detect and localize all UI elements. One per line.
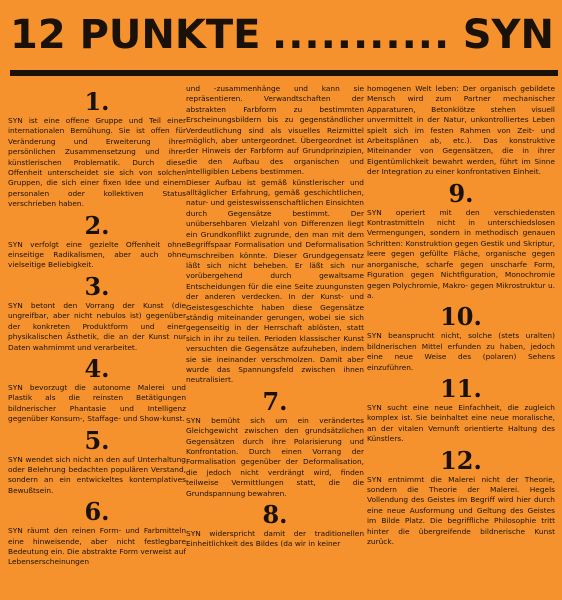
point-text: SYN beansprucht nicht, solche (stets uralten) bildnerischen Mittel erfunden zu haben, jedoch eine neue Weise des (polaren) Sehens einzuführen. <box>367 331 555 372</box>
point-8-continued: homogenen Welt leben: Der organisch gebildete Mensch wird zum Partner mechanischer Apparaturen, Betonklötze stehen visuell unvermittelt in der Natur, unkontrolliertes Leben spielt sich im festen Rahmen von Zeit- und Arbeitsplänen ab, etc.). Das konstruktive Miteinander von Gegensätzen, die in ihrer Eigentümlichkeit bewahrt werden, führt im Sinne der Integration zu einer konfrontativen Einheit. <box>367 84 555 177</box>
point-text: SYN widerspricht damit der traditionellen Einheitlichkeit des Bildes (da wir in keiner <box>186 529 364 549</box>
manifesto-title <box>10 8 554 62</box>
point-text: SYN ist eine offene Gruppe und Teil einer internationalen Bemühung. Sie ist offen für Veränderung und Erweiterung ihrer persönlichen Zusammensetzung und ihrer künstlerischen Problematik. Durch diese Offenheit unterscheidet sie sich von solchen Gruppen, die sich einer fixen Idee und einem personalen oder kollektiven Status verschrieben haben. <box>8 116 186 209</box>
point-text: SYN sucht eine neue Einfachheit, die zugleich komplex ist. Sie beinhaltet eine neue moralische, an der vitalen Vernunft orientierte Haltung des Künstlers. <box>367 402 555 444</box>
point-number: 12. <box>440 445 482 475</box>
point-6-paragraph-2: Dieser Aufbau ist gemäß künstlerischer und alltäglicher Erfahrung, gemäß geschichtlichen, natur- und geisteswissenschaftlichen Einsichten durch Gegensätze bestimmt. Der unübersehbaren Vielzahl von Differenzen liegt ein Grundkonflikt zugrunde, den man mit dem Begriffspaar Formalisation und Deformalisation umschreiben könnte. Dieser Grundgegensatz läßt sich nicht beheben. Er läßt sich nur vorübergehend durch gewaltsame Entscheidungen für die eine Seite zuungunsten der anderen verdecken. In der Kunst- und Geistesgeschichte haben diese Gegensätze ständig miteinander gerungen, wobei sie sich gegenseitig in der Herrschaft ablösten, statt sich in ihr zu teilen. Perioden klassischer Kunst versuchten die Gegensätze aufzuheben, indem sie sie ineinander verschmolzen. Damit aber wurde das Spannungsfeld zwischen ihnen neutralisiert. <box>186 177 364 385</box>
point-10 <box>367 302 555 373</box>
point-number: 7. <box>262 386 288 416</box>
point-number: 4. <box>84 353 110 383</box>
point-number: 11. <box>440 373 482 403</box>
title-dots: ........... <box>272 12 451 58</box>
point-3 <box>8 271 186 353</box>
point-number: 10. <box>440 302 482 332</box>
point-text: SYN räumt den reinen Form- und Farbmitteln eine hinweisende, aber nicht festlegbare Bedeutung ein. Die abstrakte Form verweist auf Lebenserscheinungen <box>8 526 186 567</box>
column-2 <box>186 84 364 550</box>
point-number: 8. <box>262 500 288 530</box>
point-text: SYN entnimmt die Malerei nicht der Theorie, sondern die Theorie der Malerei. Hegels Vollendung des Geistes im Begriff wird hier durch eine neue Ausformung und Geltung des Geistes im Bilde Platz. Die begriffliche Philosophie tritt hinter die übergreifende bildnerische Kunst zurück. <box>367 474 555 546</box>
point-text: SYN bevorzugt die autonome Malerei und Plastik als die reinsten Betätigungen bildnerischer Phantasie und Intelligenz gegenüber Konsum-, Staffage- und Show-kunst. <box>8 382 186 424</box>
point-7 <box>186 386 364 499</box>
point-text: SYN betont den Vorrang der Kunst (die ungreifbar, aber nicht nebulos ist) gegenüber der konkreten Produktform und einer physikalischen Ästhetik, die an der Kunst nur Daten wahrnimmt und verarbeitet. <box>8 300 186 352</box>
column-1 <box>8 86 186 568</box>
header-rule <box>10 70 558 76</box>
point-11 <box>367 373 555 445</box>
point-number: 1. <box>84 87 110 116</box>
point-number: 9. <box>448 178 474 208</box>
point-2 <box>8 210 186 271</box>
title-right: SYN <box>462 12 554 58</box>
point-text: SYN operiert mit den verschiedensten Kontrastmitteln nicht in unterschiedslosen Vermengungen, sondern in methodisch genauen Schritten: Konstruktion gegen Gestik und Skriptur, leere gegen gefüllte Fläche, organische gegen anorganische, scharfe gegen unscharfe Form, Figuration gegen Nichtfiguration, Monochromie gegen Polychromie, Makro- gegen Mikrostruktur u. a. <box>367 207 555 300</box>
point-text: SYN bemüht sich um ein verändertes Gleichgewicht zwischen den grundsätzlichen Gegensätzen durch ihre Polarisierung und Konfrontation. Durch einen Vorrang der Formalisation gegenüber der Deformalisation, die jedoch nicht verdrängt wird, finden teilweise Vermittlungen statt, die die Grundspannung bewahren. <box>186 415 364 498</box>
point-number: 5. <box>84 425 110 455</box>
point-1 <box>8 87 186 210</box>
point-4 <box>8 353 186 425</box>
point-number: 3. <box>84 271 110 301</box>
point-6-continued: und -zusammenhänge und kann sie repräsentieren. Verwandtschaften der abstrakten Farbform zu bestimmten Erscheinungsbildern bis zu gegenständlicher Verdeutlichung sind als visuelles Reizmittel möglich, aber untergeordnet. Übergeordnet ist der Hinweis der Farbform auf Grundprinzipien, die den Aufbau des organischen und intelligiblen Lebens bestimmen. <box>186 84 364 177</box>
point-12 <box>367 445 555 548</box>
point-6 <box>8 497 186 568</box>
point-text: SYN verfolgt eine gezielte Offenheit ohne einseitige Radikalismen, aber auch ohne vielseitige Beliebigkeit. <box>8 239 186 270</box>
point-number: 6. <box>84 497 110 527</box>
title-left: 12 PUNKTE <box>10 12 261 58</box>
point-text: SYN wendet sich nicht an den auf Unterhaltung oder Belehrung bedachten populären Verstand, sondern an ein entwickeltes kontemplatives Bewußtsein. <box>8 454 186 495</box>
point-9 <box>367 178 555 302</box>
point-5 <box>8 425 186 497</box>
point-8 <box>186 500 364 550</box>
point-number: 2. <box>84 210 110 240</box>
column-3 <box>367 84 555 547</box>
